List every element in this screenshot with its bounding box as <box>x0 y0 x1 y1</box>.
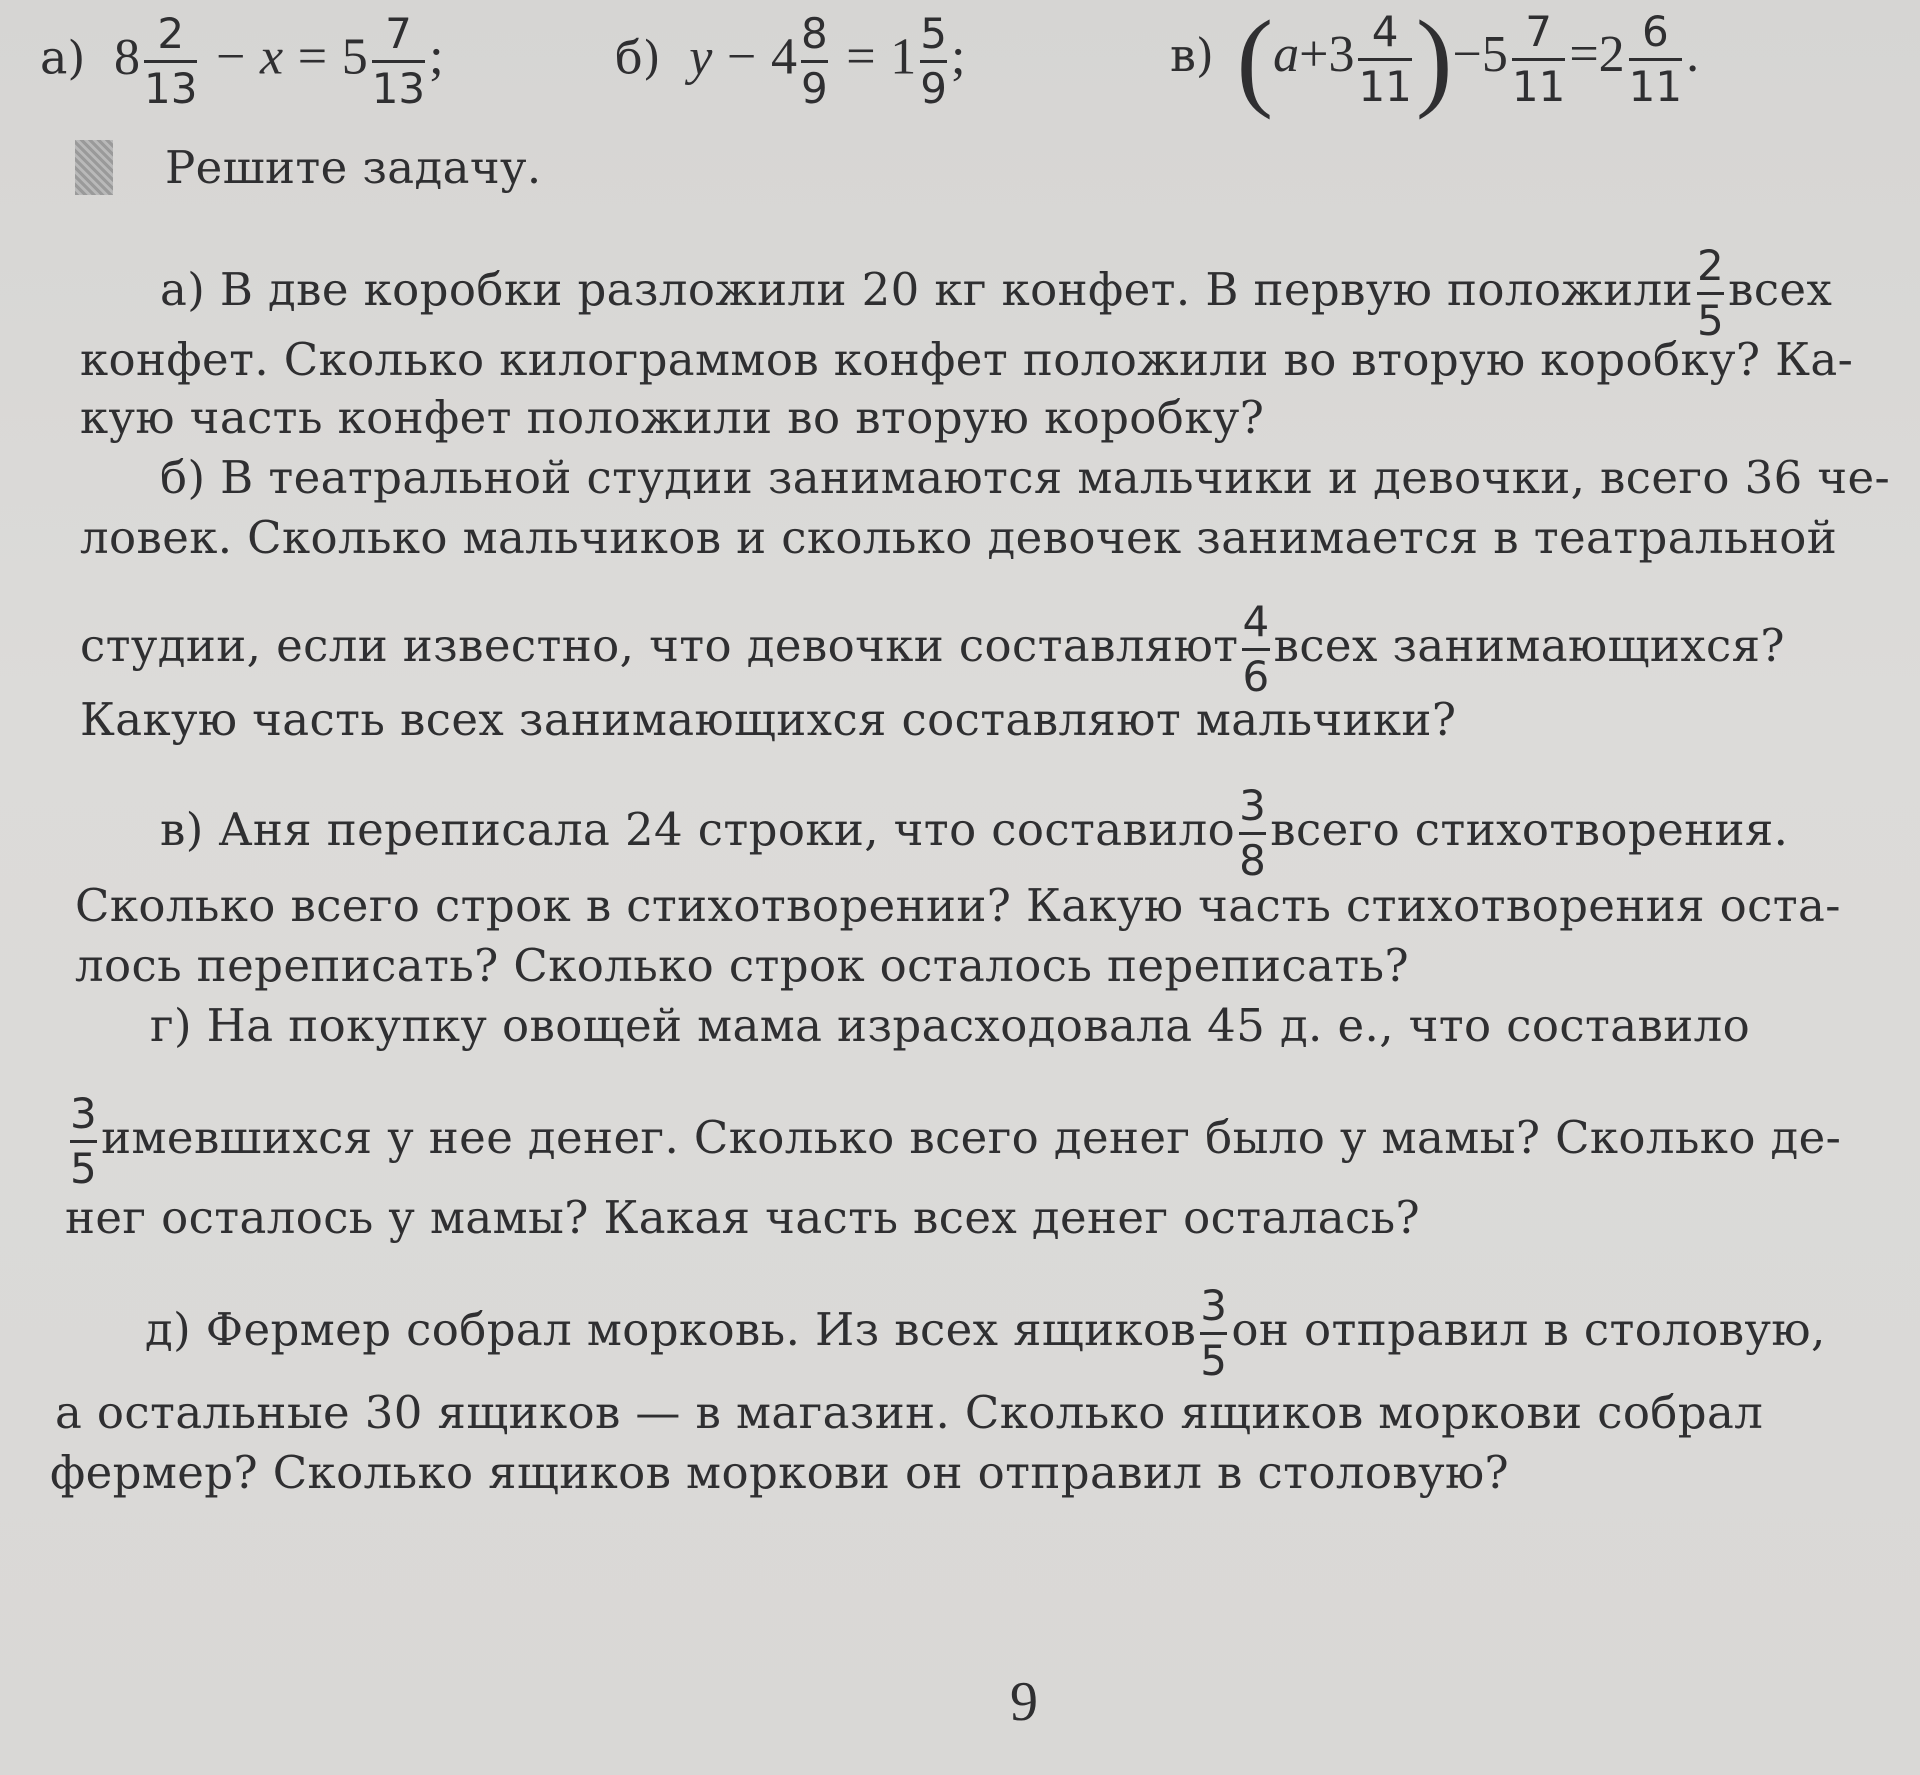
fraction: $\frac{7}{11}$ <box>1511 6 1566 111</box>
equation-b: б) y − 4 $\frac{8}{9}$ = 1 $\frac{5}{9}$ ; <box>615 9 966 113</box>
fraction: $\frac{2}{13}$ <box>144 9 198 113</box>
problem-c-line-2: Сколько всего строк в стихотворении? Какую часть стихотворения оста- <box>75 879 1841 932</box>
fraction: $\frac{4}{6}$ <box>1242 597 1270 701</box>
problem-d-line-2: $\frac{3}{5}$ имевшихся у нее денег. Сколько всего денег было у мамы? Сколько де- <box>70 1089 1842 1193</box>
problem-d-line-3: нег осталось у мамы? Какая часть всех денег осталась? <box>65 1191 1421 1244</box>
fraction: $\frac{8}{9}$ <box>800 9 828 113</box>
problem-e-line-3: фермер? Сколько ящиков моркови он отправил в столовую? <box>50 1446 1510 1499</box>
problem-d-line-1: г) На покупку овощей мама израсходовала 45 д. е., что составило <box>150 999 1751 1052</box>
fraction: $\frac{7}{13}$ <box>371 9 426 113</box>
task-marker-icon <box>75 140 113 195</box>
problem-b-line-2: ловек. Сколько мальчиков и сколько девочек занимается в театральной <box>80 511 1838 564</box>
page-number: 9 <box>1010 1671 1038 1733</box>
problem-a-line-3: кую часть конфет положили во вторую коробку? <box>80 391 1265 444</box>
problem-b-line-4: Какую часть всех занимающихся составляют мальчики? <box>80 693 1457 746</box>
problem-c-line-3: лось переписать? Сколько строк осталось переписать? <box>75 939 1409 992</box>
problem-e-line-2: а остальные 30 ящиков — в магазин. Сколько ящиков моркови собрал <box>55 1386 1764 1439</box>
problem-e-line-1: д) Фермер собрал морковь. Из всех ящиков $\frac{3}{5}$ он отправил в столовую, <box>145 1281 1826 1385</box>
equation-a: а) 8 $\frac{2}{13}$ − x = 5 $\frac{7}{13}$ ; <box>40 9 444 113</box>
fraction: $\frac{3}{5}$ <box>70 1089 98 1193</box>
problem-c-line-1: в) Аня переписала 24 строки, что составило $\frac{3}{8}$ всего стихотворения. <box>160 781 1789 885</box>
fraction: $\frac{4}{11}$ <box>1358 6 1412 111</box>
problem-b-line-1: б) В театральной студии занимаются мальчики и девочки, всего 36 че- <box>160 451 1891 504</box>
problem-b-line-3: студии, если известно, что девочки составляют $\frac{4}{6}$ всех занимающихся? <box>80 597 1785 701</box>
fraction: $\frac{6}{11}$ <box>1628 6 1683 111</box>
fraction: $\frac{2}{5}$ <box>1696 241 1725 345</box>
problem-a-line-1: а) В две коробки разложили 20 кг конфет. В первую положили $\frac{2}{5}$ всех <box>160 241 1833 345</box>
fraction: $\frac{5}{9}$ <box>920 9 947 113</box>
fraction: $\frac{3}{5}$ <box>1200 1281 1228 1385</box>
fraction: $\frac{3}{8}$ <box>1239 781 1267 885</box>
equation-c: в) (a+3 $\frac{4}{11}$ )−5 $\frac{7}{11}$ =2 $\frac{6}{11}$ . <box>1170 0 1700 120</box>
problem-a-line-2: конфет. Сколько килограммов конфет положили во вторую коробку? Ка- <box>80 333 1854 386</box>
task-heading: Решите задачу. <box>165 141 542 194</box>
